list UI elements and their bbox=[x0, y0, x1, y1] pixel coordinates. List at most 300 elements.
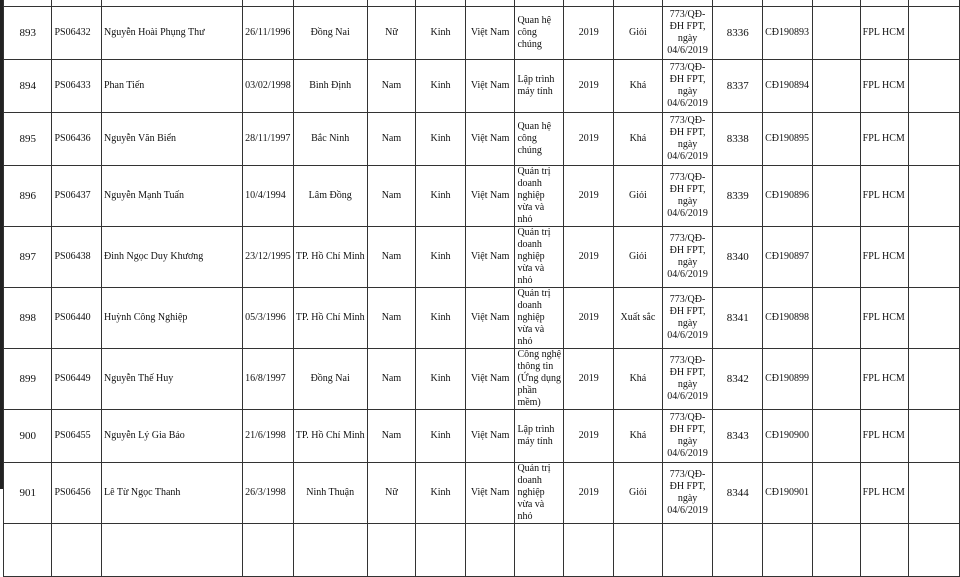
date-of-birth-cell bbox=[243, 288, 294, 349]
birthplace: Đồng Nai bbox=[310, 27, 350, 38]
decision: 773/QĐ-ĐH FPT, ngày 04/6/2019 bbox=[667, 233, 708, 280]
row-number-cell bbox=[4, 113, 52, 166]
student-id-cell bbox=[52, 113, 102, 166]
nationality: Việt Nam bbox=[470, 373, 510, 384]
extra-cell bbox=[909, 349, 960, 410]
birthplace: Lâm Đồng bbox=[308, 190, 352, 201]
gender: Nam bbox=[381, 430, 402, 441]
student-name: Nguyễn Hoài Phụng Thư bbox=[103, 27, 205, 38]
nationality: Việt Nam bbox=[470, 133, 510, 144]
major-cell bbox=[515, 524, 564, 577]
grade: Khá bbox=[629, 133, 647, 144]
date-of-birth: 26/11/1996 bbox=[245, 27, 291, 38]
row-number-cell bbox=[4, 524, 52, 577]
certificate-code: CĐ190893 bbox=[765, 27, 810, 38]
certificate-code-cell bbox=[763, 288, 813, 349]
nationality-cell bbox=[465, 7, 515, 60]
register-number-cell bbox=[713, 7, 763, 60]
extra-cell bbox=[909, 7, 960, 60]
certificate-code: CĐ190898 bbox=[765, 312, 810, 323]
grade-cell bbox=[614, 113, 663, 166]
register-number: 8336 bbox=[726, 27, 749, 39]
gender: Nam bbox=[381, 190, 402, 201]
major: Quản trị doanh nghiệp vừa và nhỏ bbox=[517, 463, 551, 522]
date-of-birth: 26/3/1998 bbox=[245, 487, 286, 498]
major-cell bbox=[515, 349, 564, 410]
register-number: 8340 bbox=[726, 251, 749, 263]
note-cell bbox=[813, 524, 861, 577]
date-of-birth-cell bbox=[243, 524, 294, 577]
decision: 773/QĐ-ĐH FPT, ngày 04/6/2019 bbox=[667, 9, 708, 56]
certificate-code-cell bbox=[763, 463, 813, 524]
nationality-cell bbox=[465, 349, 515, 410]
student-name-cell bbox=[101, 7, 242, 60]
date-of-birth: 21/6/1998 bbox=[245, 430, 286, 441]
ethnicity-cell bbox=[416, 524, 466, 577]
major-cell bbox=[515, 7, 564, 60]
graduation-year: 2019 bbox=[578, 373, 599, 384]
major: Quan hệ công chúng bbox=[517, 15, 552, 50]
ethnicity: Kinh bbox=[430, 251, 451, 262]
student-name-cell bbox=[101, 410, 242, 463]
nationality: Việt Nam bbox=[470, 430, 510, 441]
nationality-cell bbox=[465, 288, 515, 349]
date-of-birth-cell bbox=[243, 7, 294, 60]
extra-cell bbox=[909, 524, 960, 577]
grade: Khá bbox=[629, 373, 647, 384]
decision: 773/QĐ-ĐH FPT, ngày 04/6/2019 bbox=[667, 115, 708, 162]
campus: FPL HCM bbox=[862, 27, 905, 38]
table-row bbox=[4, 60, 960, 113]
gender: Nam bbox=[381, 373, 402, 384]
ethnicity: Kinh bbox=[430, 27, 451, 38]
student-name-cell bbox=[101, 113, 242, 166]
certificate-code: CĐ190900 bbox=[765, 430, 810, 441]
grade-cell bbox=[614, 7, 663, 60]
nationality: Việt Nam bbox=[470, 80, 510, 91]
birthplace-cell bbox=[293, 113, 367, 166]
nationality: Việt Nam bbox=[470, 487, 510, 498]
student-id: PS06449 bbox=[54, 373, 91, 384]
student-name: Đinh Ngọc Duy Khương bbox=[103, 251, 204, 262]
major-cell bbox=[515, 410, 564, 463]
row-number-cell bbox=[4, 288, 52, 349]
birthplace-cell bbox=[293, 288, 367, 349]
gender-cell bbox=[367, 60, 416, 113]
decision-cell bbox=[662, 113, 713, 166]
register-number-cell bbox=[713, 288, 763, 349]
campus: FPL HCM bbox=[862, 373, 905, 384]
gender: Nữ bbox=[385, 487, 398, 498]
campus-cell bbox=[860, 410, 909, 463]
student-id: PS06433 bbox=[54, 80, 91, 91]
major: Lập trình máy tính bbox=[517, 74, 555, 97]
graduation-year-cell bbox=[564, 166, 614, 227]
table-row bbox=[4, 227, 960, 288]
ethnicity: Kinh bbox=[430, 80, 451, 91]
row-number-cell bbox=[4, 7, 52, 60]
birthplace: Bình Định bbox=[309, 80, 352, 91]
table-row bbox=[4, 288, 960, 349]
student-id-cell bbox=[52, 166, 102, 227]
student-id: PS06455 bbox=[54, 430, 91, 441]
student-name-cell bbox=[101, 463, 242, 524]
certificate-code: CĐ190897 bbox=[765, 251, 810, 262]
table-row bbox=[4, 524, 960, 577]
student-id: PS06437 bbox=[54, 190, 91, 201]
birthplace-cell bbox=[293, 349, 367, 410]
register-number: 8341 bbox=[726, 312, 749, 324]
decision: 773/QĐ-ĐH FPT, ngày 04/6/2019 bbox=[667, 412, 708, 459]
grade-cell bbox=[614, 60, 663, 113]
date-of-birth: 16/8/1997 bbox=[245, 373, 286, 384]
decision-cell bbox=[662, 524, 713, 577]
student-id: PS06440 bbox=[54, 312, 91, 323]
ethnicity: Kinh bbox=[430, 430, 451, 441]
major: Lập trình máy tính bbox=[517, 424, 555, 447]
register-number: 8343 bbox=[726, 430, 749, 442]
birthplace-cell bbox=[293, 410, 367, 463]
student-id-cell bbox=[52, 524, 102, 577]
decision: 773/QĐ-ĐH FPT, ngày 04/6/2019 bbox=[667, 294, 708, 341]
left-border bbox=[0, 0, 3, 489]
ethnicity: Kinh bbox=[430, 133, 451, 144]
birthplace: Bắc Ninh bbox=[311, 133, 350, 144]
ethnicity: Kinh bbox=[430, 312, 451, 323]
birthplace-cell bbox=[293, 166, 367, 227]
certificate-code-cell bbox=[763, 227, 813, 288]
graduation-year: 2019 bbox=[578, 430, 599, 441]
gender: Nam bbox=[381, 251, 402, 262]
grade: Giỏi bbox=[629, 251, 647, 262]
student-name: Nguyễn Lý Gia Bảo bbox=[103, 430, 185, 441]
ethnicity-cell bbox=[416, 227, 466, 288]
decision: 773/QĐ-ĐH FPT, ngày 04/6/2019 bbox=[667, 469, 708, 516]
major: Quản trị doanh nghiệp vừa và nhỏ bbox=[517, 166, 551, 225]
nationality: Việt Nam bbox=[470, 27, 510, 38]
grade-cell bbox=[614, 166, 663, 227]
ethnicity-cell bbox=[416, 349, 466, 410]
grade: Khá bbox=[629, 430, 647, 441]
nationality-cell bbox=[465, 524, 515, 577]
major-cell bbox=[515, 113, 564, 166]
date-of-birth-cell bbox=[243, 227, 294, 288]
certificate-code-cell bbox=[763, 113, 813, 166]
nationality: Việt Nam bbox=[470, 190, 510, 201]
graduation-year: 2019 bbox=[578, 190, 599, 201]
graduation-year-cell bbox=[564, 60, 614, 113]
gender-cell bbox=[367, 166, 416, 227]
ethnicity: Kinh bbox=[430, 373, 451, 384]
note-cell bbox=[813, 60, 861, 113]
graduation-year-cell bbox=[564, 524, 614, 577]
graduation-year-cell bbox=[564, 7, 614, 60]
campus-cell bbox=[860, 166, 909, 227]
register-number-cell bbox=[713, 410, 763, 463]
student-name-cell bbox=[101, 524, 242, 577]
nationality-cell bbox=[465, 60, 515, 113]
date-of-birth: 03/02/1998 bbox=[245, 80, 291, 91]
nationality-cell bbox=[465, 410, 515, 463]
grade: Giỏi bbox=[629, 190, 647, 201]
gender-cell bbox=[367, 288, 416, 349]
gender: Nữ bbox=[385, 27, 398, 38]
decision-cell bbox=[662, 349, 713, 410]
grade: Xuất sắc bbox=[620, 312, 656, 323]
decision-cell bbox=[662, 463, 713, 524]
graduation-year: 2019 bbox=[578, 27, 599, 38]
register-number: 8337 bbox=[726, 80, 749, 92]
certificate-code-cell bbox=[763, 410, 813, 463]
major-cell bbox=[515, 288, 564, 349]
campus: FPL HCM bbox=[862, 312, 905, 323]
row-number: 894 bbox=[19, 80, 36, 92]
major-cell bbox=[515, 60, 564, 113]
student-name: Nguyễn Thế Huy bbox=[103, 373, 174, 384]
ethnicity-cell bbox=[416, 60, 466, 113]
date-of-birth-cell bbox=[243, 410, 294, 463]
row-number: 893 bbox=[19, 27, 36, 39]
extra-cell bbox=[909, 463, 960, 524]
table-row bbox=[4, 463, 960, 524]
date-of-birth-cell bbox=[243, 113, 294, 166]
graduation-year-cell bbox=[564, 410, 614, 463]
campus: FPL HCM bbox=[862, 80, 905, 91]
graduates-table bbox=[3, 0, 960, 577]
decision-cell bbox=[662, 288, 713, 349]
extra-cell bbox=[909, 60, 960, 113]
date-of-birth: 23/12/1995 bbox=[245, 251, 291, 262]
certificate-code-cell bbox=[763, 7, 813, 60]
register-number-cell bbox=[713, 60, 763, 113]
student-id: PS06432 bbox=[54, 27, 91, 38]
gender-cell bbox=[367, 349, 416, 410]
campus: FPL HCM bbox=[862, 251, 905, 262]
gender: Nam bbox=[381, 133, 402, 144]
register-number-cell bbox=[713, 113, 763, 166]
gender: Nam bbox=[381, 80, 402, 91]
date-of-birth: 05/3/1996 bbox=[245, 312, 286, 323]
major-cell bbox=[515, 463, 564, 524]
graduation-year: 2019 bbox=[578, 312, 599, 323]
certificate-code: CĐ190896 bbox=[765, 190, 810, 201]
date-of-birth-cell bbox=[243, 349, 294, 410]
certificate-code: CĐ190894 bbox=[765, 80, 810, 91]
decision-cell bbox=[662, 60, 713, 113]
table-row bbox=[4, 113, 960, 166]
student-name-cell bbox=[101, 227, 242, 288]
note-cell bbox=[813, 166, 861, 227]
graduation-year: 2019 bbox=[578, 80, 599, 91]
ethnicity-cell bbox=[416, 463, 466, 524]
decision: 773/QĐ-ĐH FPT, ngày 04/6/2019 bbox=[667, 355, 708, 402]
table-row bbox=[4, 349, 960, 410]
graduation-year: 2019 bbox=[578, 251, 599, 262]
graduation-year-cell bbox=[564, 227, 614, 288]
birthplace-cell bbox=[293, 227, 367, 288]
date-of-birth-cell bbox=[243, 60, 294, 113]
register-number: 8344 bbox=[726, 487, 749, 499]
graduation-year-cell bbox=[564, 463, 614, 524]
graduation-year-cell bbox=[564, 288, 614, 349]
campus-cell bbox=[860, 349, 909, 410]
register-number-cell bbox=[713, 349, 763, 410]
student-name: Nguyễn Mạnh Tuấn bbox=[103, 190, 184, 201]
major: Quản trị doanh nghiệp vừa và nhỏ bbox=[517, 227, 551, 286]
nationality: Việt Nam bbox=[470, 251, 510, 262]
student-name: Lê Từ Ngọc Thanh bbox=[103, 487, 181, 498]
grade: Giỏi bbox=[629, 487, 647, 498]
certificate-code-cell bbox=[763, 166, 813, 227]
student-id-cell bbox=[52, 349, 102, 410]
student-id-cell bbox=[52, 410, 102, 463]
grade-cell bbox=[614, 410, 663, 463]
ethnicity: Kinh bbox=[430, 190, 451, 201]
campus: FPL HCM bbox=[862, 190, 905, 201]
student-name: Phan Tiến bbox=[103, 80, 145, 91]
extra-cell bbox=[909, 113, 960, 166]
student-id-cell bbox=[52, 288, 102, 349]
row-number: 899 bbox=[19, 373, 36, 385]
campus-cell bbox=[860, 524, 909, 577]
student-name-cell bbox=[101, 60, 242, 113]
campus: FPL HCM bbox=[862, 487, 905, 498]
gender: Nam bbox=[381, 312, 402, 323]
campus-cell bbox=[860, 60, 909, 113]
graduation-year-cell bbox=[564, 113, 614, 166]
campus: FPL HCM bbox=[862, 430, 905, 441]
table-row bbox=[4, 7, 960, 60]
campus-cell bbox=[860, 463, 909, 524]
student-id: PS06436 bbox=[54, 133, 91, 144]
birthplace: Đồng Nai bbox=[310, 373, 350, 384]
grade-cell bbox=[614, 463, 663, 524]
date-of-birth: 28/11/1997 bbox=[245, 133, 291, 144]
row-number-cell bbox=[4, 227, 52, 288]
row-number-cell bbox=[4, 349, 52, 410]
register-number: 8339 bbox=[726, 190, 749, 202]
note-cell bbox=[813, 113, 861, 166]
gender-cell bbox=[367, 463, 416, 524]
row-number: 900 bbox=[19, 430, 36, 442]
student-id: PS06438 bbox=[54, 251, 91, 262]
ethnicity-cell bbox=[416, 410, 466, 463]
major-cell bbox=[515, 166, 564, 227]
register-number-cell bbox=[713, 524, 763, 577]
campus-cell bbox=[860, 288, 909, 349]
nationality-cell bbox=[465, 166, 515, 227]
birthplace-cell bbox=[293, 7, 367, 60]
grade: Giỏi bbox=[629, 27, 647, 38]
row-number-cell bbox=[4, 166, 52, 227]
extra-cell bbox=[909, 166, 960, 227]
decision: 773/QĐ-ĐH FPT, ngày 04/6/2019 bbox=[667, 172, 708, 219]
row-number-cell bbox=[4, 60, 52, 113]
grade-cell bbox=[614, 288, 663, 349]
campus: FPL HCM bbox=[862, 133, 905, 144]
student-name-cell bbox=[101, 166, 242, 227]
ethnicity-cell bbox=[416, 113, 466, 166]
gender-cell bbox=[367, 524, 416, 577]
student-id-cell bbox=[52, 7, 102, 60]
gender-cell bbox=[367, 113, 416, 166]
birthplace-cell bbox=[293, 60, 367, 113]
note-cell bbox=[813, 349, 861, 410]
graduation-year: 2019 bbox=[578, 487, 599, 498]
major: Quản trị doanh nghiệp vừa và nhỏ bbox=[517, 288, 551, 347]
note-cell bbox=[813, 463, 861, 524]
decision-cell bbox=[662, 166, 713, 227]
row-number: 901 bbox=[19, 487, 36, 499]
student-id: PS06456 bbox=[54, 487, 91, 498]
student-name-cell bbox=[101, 349, 242, 410]
row-number: 896 bbox=[19, 190, 36, 202]
note-cell bbox=[813, 227, 861, 288]
student-id-cell bbox=[52, 227, 102, 288]
gender-cell bbox=[367, 7, 416, 60]
student-id-cell bbox=[52, 60, 102, 113]
campus-cell bbox=[860, 227, 909, 288]
ethnicity-cell bbox=[416, 288, 466, 349]
birthplace: TP. Hồ Chí Minh bbox=[295, 312, 365, 323]
grade-cell bbox=[614, 524, 663, 577]
extra-cell bbox=[909, 410, 960, 463]
row-number: 897 bbox=[19, 251, 36, 263]
date-of-birth-cell bbox=[243, 166, 294, 227]
decision-cell bbox=[662, 7, 713, 60]
gender-cell bbox=[367, 227, 416, 288]
certificate-code: CĐ190895 bbox=[765, 133, 810, 144]
campus-cell bbox=[860, 113, 909, 166]
row-number: 895 bbox=[19, 133, 36, 145]
graduation-year: 2019 bbox=[578, 133, 599, 144]
student-name: Huỳnh Công Nghiệp bbox=[103, 312, 188, 323]
row-number-cell bbox=[4, 410, 52, 463]
birthplace: TP. Hồ Chí Minh bbox=[295, 430, 365, 441]
table-row bbox=[4, 410, 960, 463]
register-number-cell bbox=[713, 227, 763, 288]
student-name-cell bbox=[101, 288, 242, 349]
register-number-cell bbox=[713, 166, 763, 227]
birthplace-cell bbox=[293, 463, 367, 524]
note-cell bbox=[813, 7, 861, 60]
major: Công nghệ thông tin (Ứng dụng phần mềm) bbox=[517, 349, 562, 408]
nationality-cell bbox=[465, 463, 515, 524]
certificate-code: CĐ190899 bbox=[765, 373, 810, 384]
row-number-cell bbox=[4, 463, 52, 524]
birthplace-cell bbox=[293, 524, 367, 577]
certificate-code-cell bbox=[763, 349, 813, 410]
nationality-cell bbox=[465, 227, 515, 288]
extra-cell bbox=[909, 288, 960, 349]
register-number: 8342 bbox=[726, 373, 749, 385]
table-row bbox=[4, 166, 960, 227]
nationality-cell bbox=[465, 113, 515, 166]
grade-cell bbox=[614, 227, 663, 288]
grade: Khá bbox=[629, 80, 647, 91]
student-name: Nguyễn Văn Biển bbox=[103, 133, 177, 144]
register-number: 8338 bbox=[726, 133, 749, 145]
nationality: Việt Nam bbox=[470, 312, 510, 323]
certificate-code-cell bbox=[763, 524, 813, 577]
campus-cell bbox=[860, 7, 909, 60]
ethnicity-cell bbox=[416, 166, 466, 227]
decision-cell bbox=[662, 410, 713, 463]
certificate-code-cell bbox=[763, 60, 813, 113]
note-cell bbox=[813, 288, 861, 349]
extra-cell bbox=[909, 227, 960, 288]
ethnicity: Kinh bbox=[430, 487, 451, 498]
